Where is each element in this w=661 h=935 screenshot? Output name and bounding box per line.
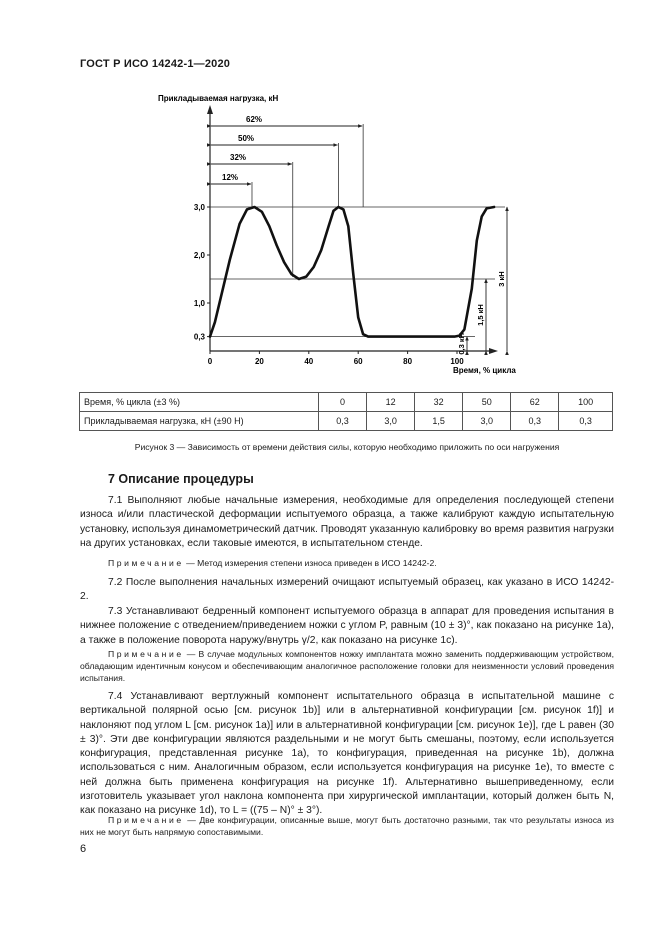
page-number: 6 — [80, 843, 87, 855]
paragraph-7-2: 7.2 После выполнения начальных измерений очищают испытуемый образец, как указано в ИСО 14242-2. — [80, 577, 614, 603]
data-table — [79, 392, 613, 431]
paragraph-7-4: 7.4 Устанавливают вертлужный компонент испытательного образца в испытательной машине с вертикальной полярной осью [см. рисунок 1b)] или в альтернативной конфигурации [см. рисунок 1f)] и наклоняют под углом L [см. рисунок 1a)] или в альтернативной конфигурации [см. рисунок 1e)], где L равен (30 ± 3)°. Эти две конфигурации являются раздельными и не могут быть смешаны, поэтому, если используется конфигурация, представленная рисунке 1a), то конфигурация, приведенная на рисунке 1b), должна использоваться с ним. Аналогичным образом, если используется конфигурация на рисунке 1e), то вместе с ней должна быть применена конфигурация на рисунке 1f). Альтернативно вышеприведенному, если изготовитель указывает угол наклона компонента при хирургической имплантации, который должен быть N, как показано на рисунке 1d), то L = ((75 – N)° ± 3°). — [80, 691, 614, 817]
note-text: — Метод измерения степени износа приведен в ИСО 14242-2. — [183, 558, 437, 568]
x-tick-label: 0 — [207, 357, 213, 366]
x-axis-title: Время, % цикла — [453, 366, 516, 375]
y-tick-label: 2,0 — [193, 251, 205, 260]
y-axis-arrow — [207, 105, 213, 114]
y-tick-label: 1,0 — [193, 299, 205, 308]
dimension-label: 12% — [222, 173, 239, 182]
note-text: — В случае модульных компонентов ножку имплантата можно заменить поддерживающим устройством, обладающим идентичным конусом и обеспечивающим аналогичное расположение головки для неизменности условий проведения испытания. — [80, 649, 614, 684]
table-cell: 62 — [511, 393, 559, 412]
table-cell: 3,0 — [367, 412, 415, 431]
x-tick-label: 80 — [403, 357, 413, 366]
x-tick-label: 20 — [254, 357, 264, 366]
table-cell: 12 — [367, 393, 415, 412]
document-header: ГОСТ Р ИСО 14242-1—2020 — [80, 58, 231, 70]
row-label: Прикладываемая нагрузка, кН (±90 Н) — [80, 412, 319, 431]
table-cell: 0,3 — [559, 412, 613, 431]
magnitude-label: 3 кН — [497, 271, 506, 287]
y-tick-label: 0,3 — [193, 332, 205, 342]
load-time-chart — [150, 88, 530, 388]
table-cell: 0,3 — [511, 412, 559, 431]
table-cell: 0 — [319, 393, 367, 412]
paragraph-7-1: 7.1 Выполняют любые начальные измерения, необходимые для определения последующей степени износа и/или пластической деформации испытуемого образца, а также калибруют каждую испытательную установку, используя динамометрический датчик. Проводят указанную калибровку во время развития нагрузки на других установках, если таковые имеются, в испытательном стенде. — [80, 495, 614, 549]
note-2 — [80, 648, 614, 685]
dimension-label: 62% — [246, 115, 263, 124]
table-cell: 32 — [415, 393, 463, 412]
table-cell: 100 — [559, 393, 613, 412]
note-3 — [80, 814, 614, 838]
y-axis-title: Прикладываемая нагрузка, кН — [158, 94, 279, 103]
note-text: — Две конфигурации, описанные выше, могут быть достаточно разными, так что результаты износа из них не могут быть напрямую сопоставимыми. — [80, 815, 614, 838]
dimension-label: 32% — [230, 153, 247, 162]
magnitude-label: 1,5 кН — [476, 304, 485, 326]
dimension-label: 50% — [238, 134, 255, 143]
row-label: Время, % цикла (±3 %) — [80, 393, 319, 412]
x-tick-label: 60 — [353, 357, 363, 366]
paragraph-7-3: 7.3 Устанавливают бедренный компонент испытуемого образца в аппарат для проведения испытания в нижнее положение с отведением/приведением ножки с углом P, равным (10 ± 3)°, как показано на рисунке 1a), а также в положение поворота наружу/внутрь γ/2, как показано на рисунке 1c). — [80, 606, 614, 646]
note-1 — [80, 557, 614, 569]
table-cell: 3,0 — [463, 412, 511, 431]
note-label: Примечание — [108, 815, 184, 825]
table-cell: 50 — [463, 393, 511, 412]
section-heading: 7 Описание процедуры — [108, 472, 254, 486]
figure-caption: Рисунок 3 — Зависимость от времени действия силы, которую необходимо приложить по оси нагружения — [134, 442, 560, 452]
table-cell: 0,3 — [319, 412, 367, 431]
load-curve — [210, 207, 494, 337]
table-cell: 1,5 — [415, 412, 463, 431]
magnitude-label: 0,3 кН — [457, 332, 466, 355]
x-tick-label: 40 — [304, 357, 314, 366]
table-row — [80, 393, 613, 412]
x-axis-arrow — [489, 348, 498, 354]
note-label: Примечание — [108, 649, 184, 659]
x-tick-label: 100 — [450, 357, 464, 366]
y-tick-label: 3,0 — [193, 203, 205, 212]
table-row — [80, 412, 613, 431]
note-label: Примечание — [108, 558, 184, 568]
